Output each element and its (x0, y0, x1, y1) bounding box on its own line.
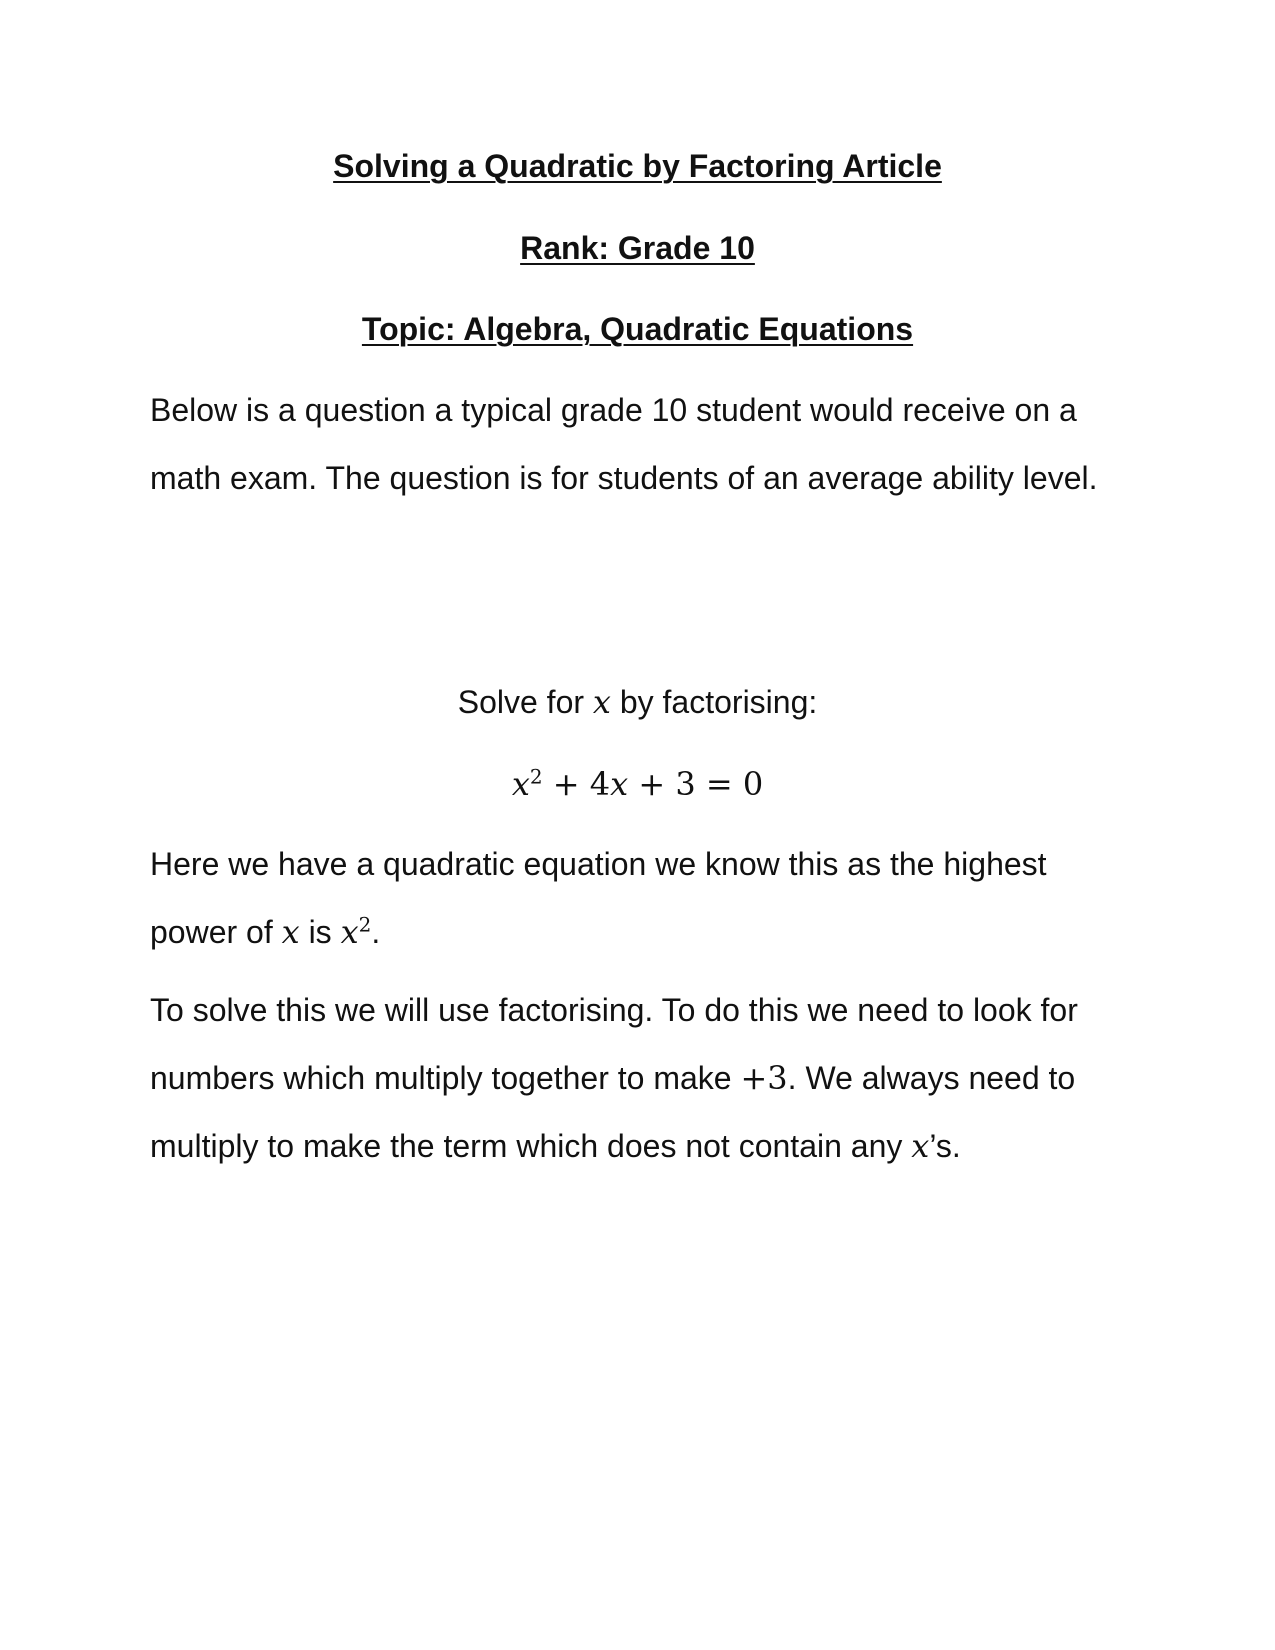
rank-heading: Rank: Grade 10 (520, 230, 755, 266)
article-title: Solving a Quadratic by Factoring Article (333, 148, 942, 184)
explanation-1-variable: x (281, 913, 300, 951)
explanation-2-value: +3 (740, 1059, 788, 1097)
equation-rest: + 4 (542, 765, 611, 803)
equation-variable: x (511, 765, 530, 803)
equation-power: 2 (529, 764, 543, 789)
explanation-1-text: Here we have a quadratic equation we know this as the highest power of (150, 846, 1047, 950)
explanation-1-variable-2: x (340, 913, 359, 951)
explanation-1-end: . (371, 914, 381, 950)
explanation-2-text: To solve this we will use factorising. To do this we need to look for numbers which multiply together to make (150, 992, 1078, 1096)
explanation-1-power: 2 (358, 912, 372, 937)
equation-tail: + 3 = 0 (628, 765, 764, 803)
topic-heading: Topic: Algebra, Quadratic Equations (361, 311, 914, 347)
prompt-variable: x (592, 683, 611, 721)
explanation-paragraph-1 (150, 830, 1140, 966)
question-prompt (0, 682, 1275, 722)
explanation-2-end: ’s. (929, 1128, 961, 1164)
explanation-1-middle: is (299, 914, 341, 950)
explanation-2-text-after: . We always need to multiply to make the term which does not contain any (150, 1060, 1076, 1164)
question-equation (0, 764, 1275, 804)
intro-paragraph: Below is a question a typical grade 10 student would receive on a math exam. The question is for students of an average ability level. (150, 392, 1098, 496)
prompt-text-after: by factorising: (610, 684, 818, 720)
explanation-paragraph-2 (150, 976, 1140, 1180)
equation-variable-2: x (610, 765, 629, 803)
prompt-text-before: Solve for (457, 684, 593, 720)
explanation-2-variable: x (911, 1127, 930, 1165)
